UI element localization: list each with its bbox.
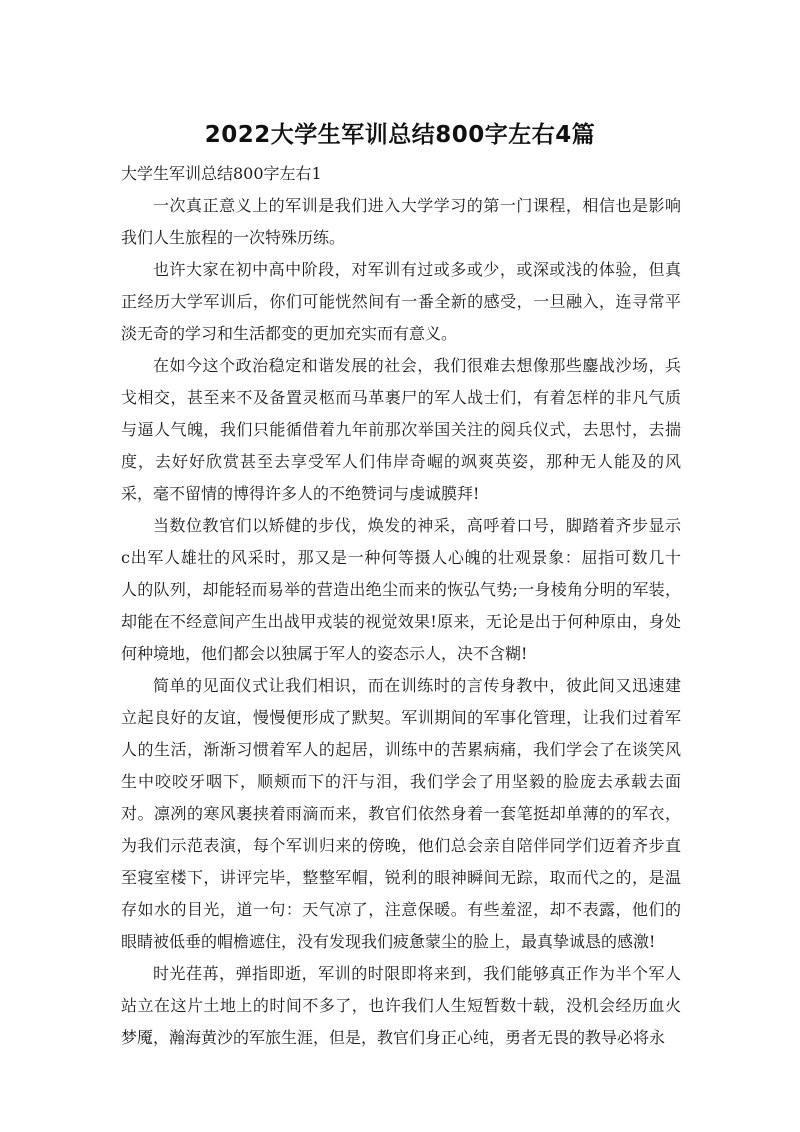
paragraph-line: 当数位教官们以矫健的步伐，焕发的神采，高呼着口号，脚踏着齐步显示 — [153, 516, 681, 535]
paragraph-line: 何种境地，他们都会以独属于军人的姿态示人，决不含糊! — [121, 644, 528, 663]
paragraph-line: c出军人雄壮的风采时，那又是一种何等摄人心魄的壮观景象：屈指可数几十 — [121, 548, 681, 567]
paragraph-line: 淡无奇的学习和生活都变的更加充实而有意义。 — [121, 324, 458, 343]
paragraph-line: 简单的见面仪式让我们相识，而在训练时的言传身教中，彼此间又迅速建 — [153, 676, 681, 695]
section-subtitle: 大学生军训总结800字左右1 — [121, 164, 322, 183]
paragraph-line: 采，毫不留情的博得许多人的不绝赞词与虔诚膜拜! — [121, 484, 480, 503]
paragraph-line: 人的生活，渐渐习惯着军人的起居，训练中的苦累病痛，我们学会了在谈笑风 — [121, 740, 681, 759]
paragraph-line: 对。凛冽的寒风裹挟着雨滴而来，教官们依然身着一套笔挺却单薄的的军衣， — [121, 804, 681, 823]
paragraph-line: 与逼人气魄，我们只能循借着九年前那次举国关注的阅兵仪式，去思忖，去揣 — [121, 420, 681, 439]
body-paragraph — [121, 510, 681, 670]
paragraph-line: 戈相交，甚至来不及备置灵柩而马革裹尸的军人战士们，有着怎样的非凡气质 — [121, 388, 681, 407]
document-title: 2022大学生军训总结800字左右4篇 — [204, 122, 596, 148]
paragraph-line: 我们人生旅程的一次特殊历练。 — [121, 228, 346, 247]
paragraph-line: 梦魇，瀚海黄沙的军旅生涯，但是，教官们身正心纯，勇者无畏的教导必将永 — [121, 1028, 666, 1047]
paragraph-line: 眼睛被低垂的帽檐遮住，没有发现我们疲惫蒙尘的脸上，最真挚诚恳的感激! — [121, 932, 656, 951]
paragraph-line: 人的队列，却能轻而易举的营造出绝尘而来的恢弘气势;一身棱角分明的军装， — [121, 580, 681, 599]
paragraph-line: 生中咬咬牙咽下，顺颊而下的汗与泪，我们学会了用坚毅的脸庞去承载去面 — [121, 772, 681, 791]
body-paragraph — [121, 958, 681, 1054]
paragraph-line: 一次真正意义上的军训是我们进入大学学习的第一门课程，相信也是影响 — [153, 196, 681, 215]
paragraph-line: 正经历大学军训后，你们可能恍然间有一番全新的感受，一旦融入，连寻常平 — [121, 292, 681, 311]
paragraph-line: 为我们示范表演，每个军训归来的傍晚，他们总会亲自陪伴同学们迈着齐步直 — [121, 836, 681, 855]
paragraph-line: 立起良好的友谊，慢慢便形成了默契。军训期间的军事化管理，让我们过着军 — [121, 708, 681, 727]
body-paragraph — [121, 670, 681, 958]
document-body — [121, 158, 681, 1054]
paragraph-line: 却能在不经意间产生出战甲戎装的视觉效果!原来，无论是出于何种原由，身处 — [121, 612, 681, 631]
paragraph-line: 度，去好好欣赏甚至去享受军人们伟岸奇崛的飒爽英姿，那种无人能及的风 — [121, 452, 681, 471]
paragraph-line: 站立在这片土地上的时间不多了，也许我们人生短暂数十载，没机会经历血火 — [121, 996, 681, 1015]
paragraph-line: 至寝室楼下，讲评完毕，整整军帽，锐利的眼神瞬间无踪，取而代之的，是温 — [121, 868, 681, 887]
body-paragraph — [121, 190, 681, 254]
body-paragraph — [121, 254, 681, 350]
body-paragraph — [121, 350, 681, 510]
paragraph-line: 时光荏苒，弹指即逝，军训的时限即将来到，我们能够真正作为半个军人 — [153, 964, 681, 983]
paragraph-line: 也许大家在初中高中阶段，对军训有过或多或少，或深或浅的体验，但真 — [153, 260, 681, 279]
paragraph-line: 存如水的目光，道一句：天气凉了，注意保暖。有些羞涩，却不表露，他们的 — [121, 900, 681, 919]
paragraph-line: 在如今这个政治稳定和谐发展的社会，我们很难去想像那些鏖战沙场，兵 — [153, 356, 681, 375]
